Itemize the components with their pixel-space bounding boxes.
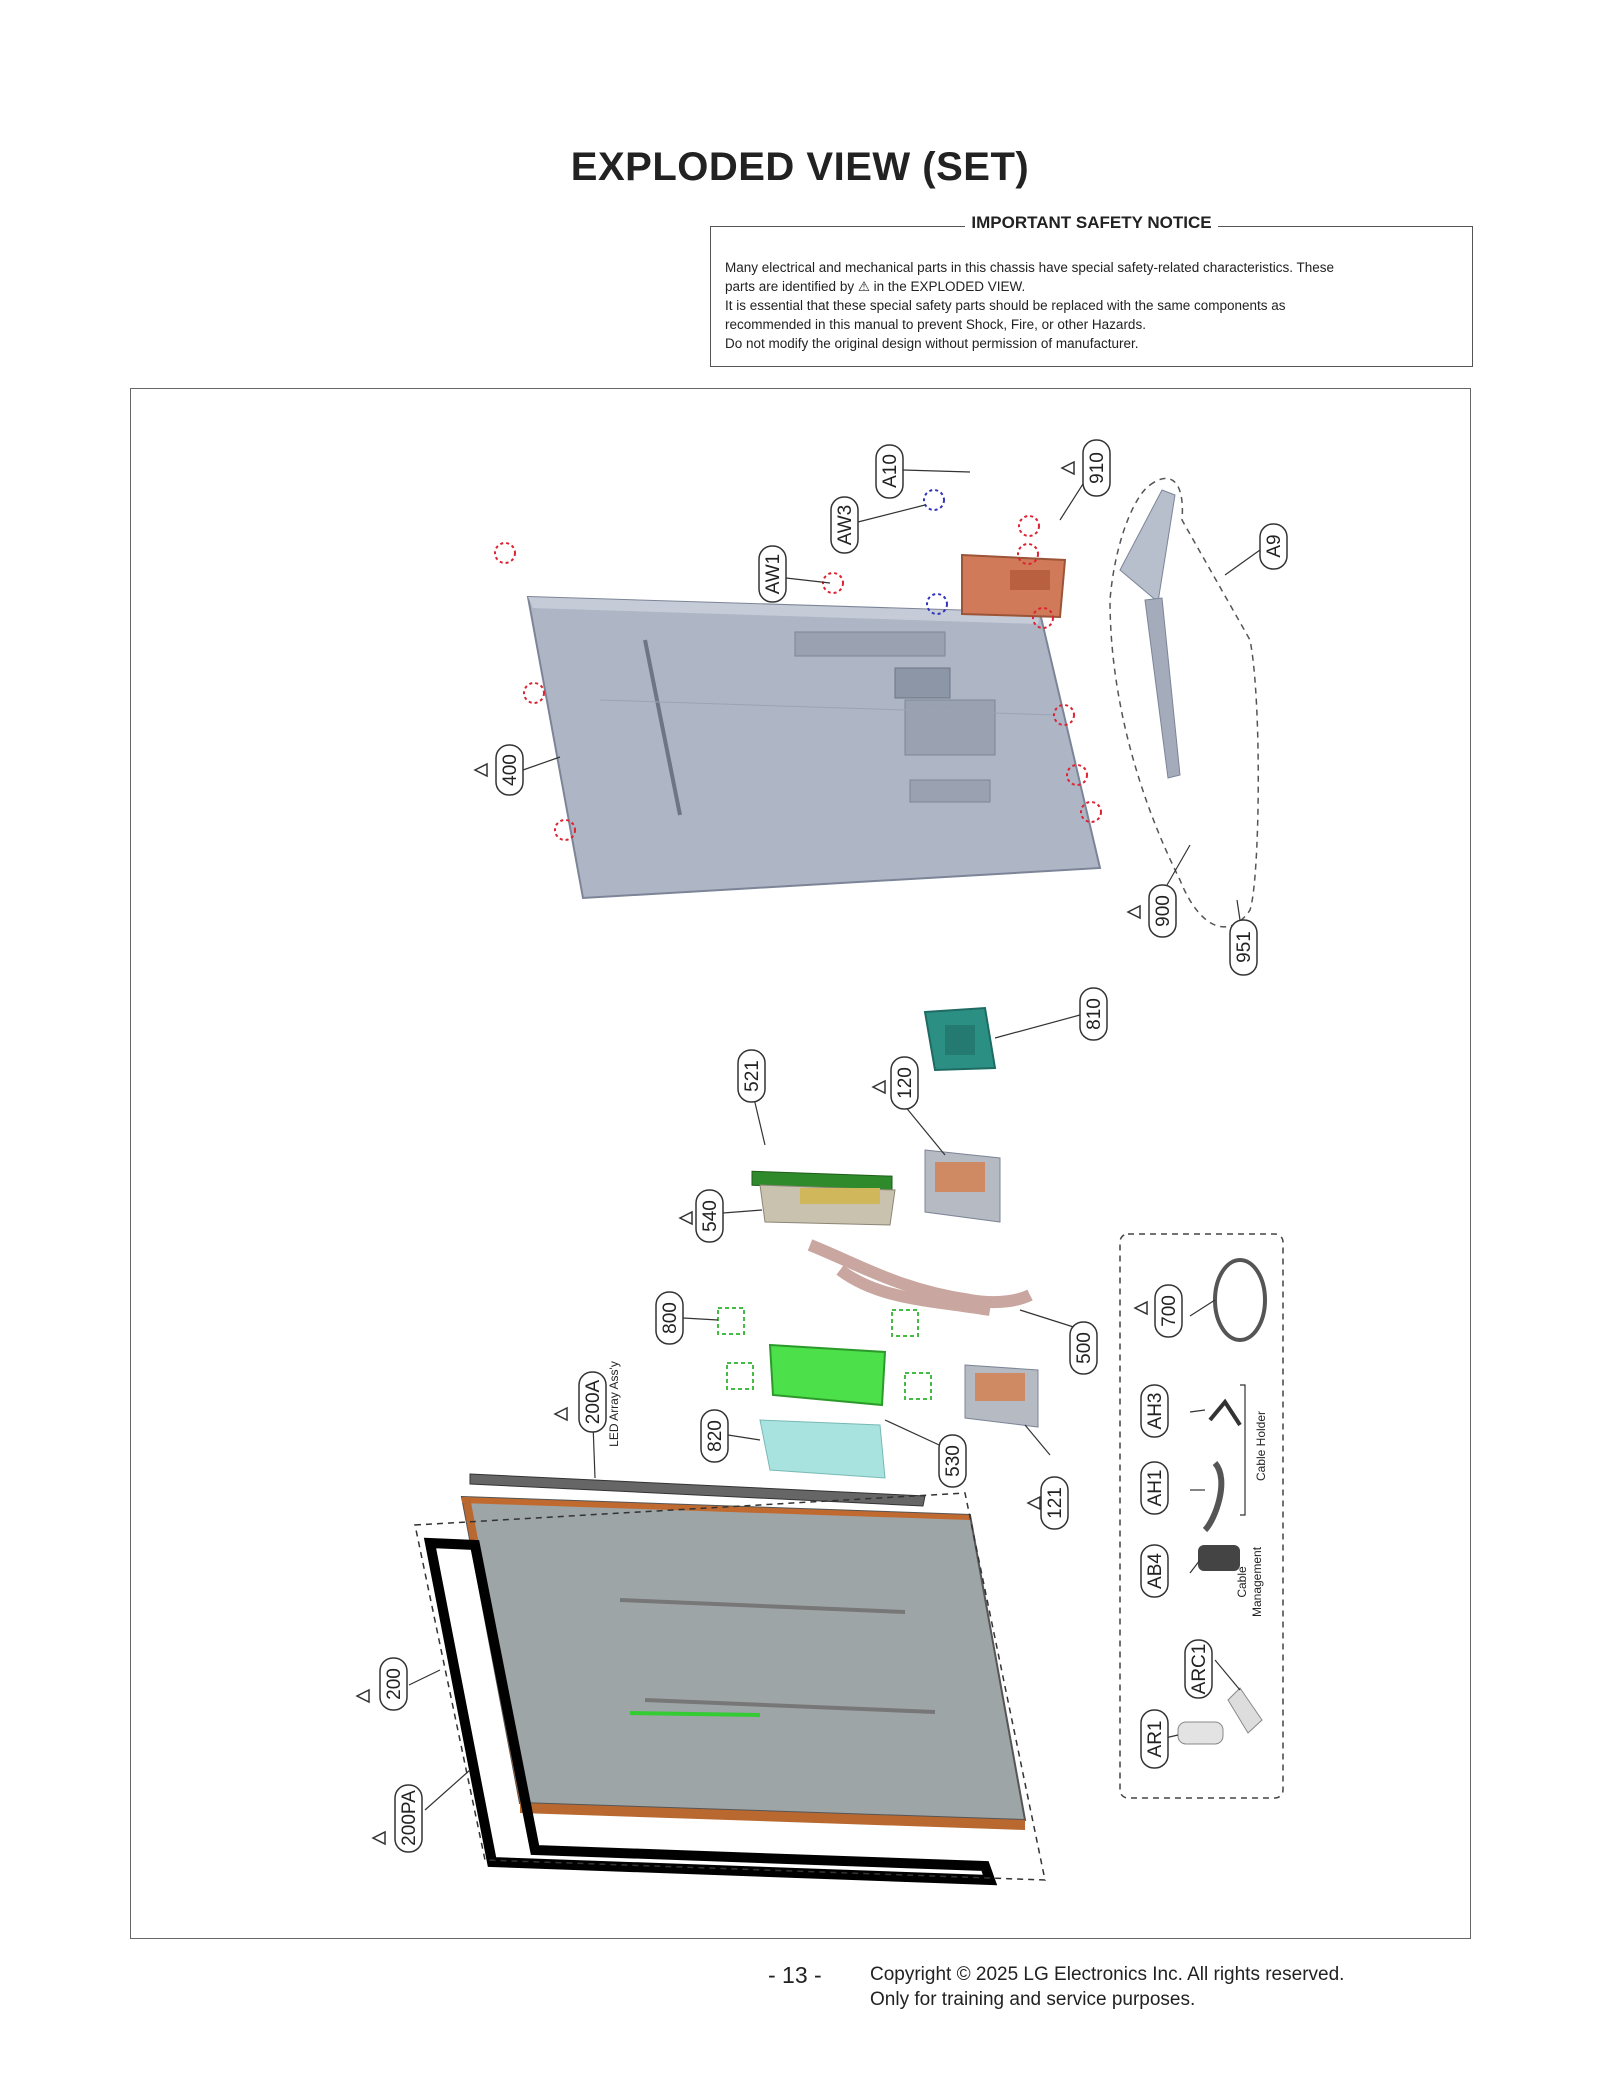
callout-A9: A9 (1264, 534, 1285, 558)
cable-management-label-1: Cable (1235, 1566, 1249, 1598)
callout-530: 530 (943, 1445, 964, 1477)
cable-holder-bracket (1240, 1385, 1245, 1515)
back-cover-part (528, 597, 1100, 898)
safety-notice-heading: IMPORTANT SAFETY NOTICE (965, 213, 1217, 232)
callout-200: 200 (384, 1668, 405, 1700)
callout-ARC1: ARC1 (1189, 1643, 1210, 1695)
callout-AR1: AR1 (1145, 1720, 1166, 1758)
callout-810: 810 (1084, 998, 1105, 1030)
power-block-120 (925, 1150, 1000, 1222)
safety-notice-line: recommended in this manual to prevent Shock, Fire, or other Hazards. (725, 317, 1146, 332)
callout-AH3: AH3 (1145, 1392, 1166, 1430)
page-title: EXPLODED VIEW (SET) (570, 145, 1030, 189)
callout-951: 951 (1234, 931, 1255, 963)
callout-AB4: AB4 (1145, 1553, 1166, 1589)
callout-200A: 200A (583, 1379, 604, 1425)
callout-800: 800 (660, 1302, 681, 1334)
callout-400: 400 (500, 754, 521, 786)
cover-810-part (925, 1008, 995, 1070)
copyright (870, 1962, 1344, 2012)
callout-700: 700 (1159, 1295, 1180, 1327)
callout-500: 500 (1074, 1332, 1095, 1364)
callout-200PA: 200PA (399, 1790, 420, 1846)
safety-notice-line: Many electrical and mechanical parts in this chassis have special safety-related characteristics. These (725, 260, 1335, 275)
page-number: - 13 - (768, 1962, 822, 1988)
power-cord-700 (1215, 1260, 1265, 1340)
panel-200-part (462, 1497, 1025, 1830)
callout-121: 121 (1045, 1487, 1066, 1519)
safety-notice-line: Do not modify the original design without permission of manufacturer. (725, 336, 1139, 351)
callout-910: 910 (1087, 452, 1108, 484)
callout-AH1: AH1 (1145, 1469, 1166, 1507)
remote-AR1 (1178, 1722, 1223, 1744)
callout-900: 900 (1153, 895, 1174, 927)
callout-820: 820 (705, 1420, 726, 1452)
block-121 (965, 1365, 1038, 1427)
copyright-line-2: Only for training and service purposes. (870, 1989, 1196, 2010)
sheet-820 (760, 1420, 885, 1478)
main-board-part (760, 1185, 895, 1225)
copyright-line-1: Copyright © 2025 LG Electronics Inc. All rights reserved. (870, 1964, 1345, 1985)
cable-holder-label: Cable Holder (1254, 1410, 1268, 1482)
cable-holder-AH3 (1210, 1402, 1240, 1425)
callout-540: 540 (700, 1200, 721, 1232)
safety-notice-line: parts are identified by ⚠ in the EXPLODED VIEW. (725, 279, 1026, 294)
led-array-label: LED Array Ass'y (607, 1361, 621, 1447)
callout-AW3: AW3 (835, 504, 856, 546)
callout-A10: A10 (880, 454, 901, 488)
callout-120: 120 (895, 1067, 916, 1099)
power-board-530 (770, 1345, 885, 1405)
cable-holder-AH1 (1205, 1463, 1221, 1530)
cables-500 (810, 1245, 1030, 1310)
stand-base-part (1110, 478, 1258, 926)
stand-body-part (962, 555, 1065, 617)
callout-521: 521 (742, 1060, 763, 1092)
cable-management-label-2: Management (1250, 1546, 1264, 1618)
callout-AW1: AW1 (763, 553, 784, 595)
remote-holder-ARC1 (1228, 1688, 1262, 1733)
safety-notice-line: It is essential that these special safety parts should be replaced with the same components as (725, 298, 1286, 313)
washer-markers (924, 490, 947, 614)
cable-management-AB4 (1198, 1545, 1240, 1571)
